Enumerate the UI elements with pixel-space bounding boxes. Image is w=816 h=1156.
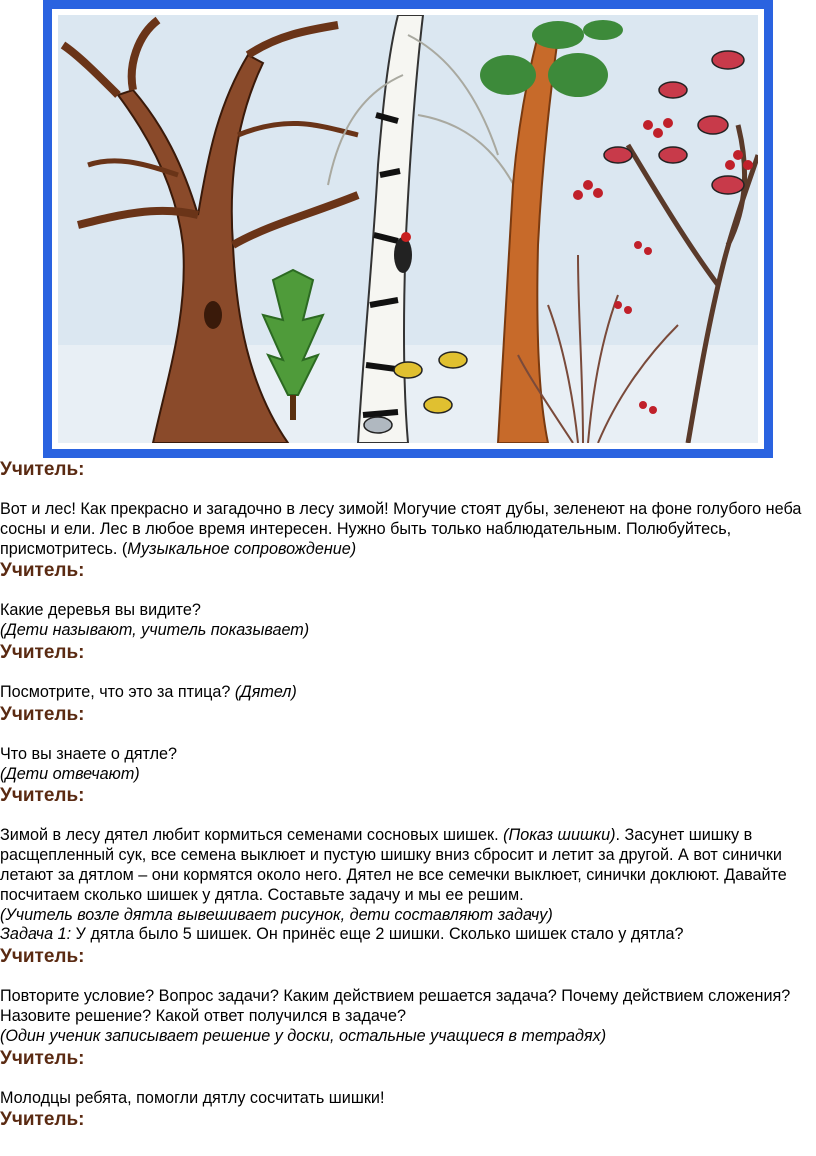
remark: (Дети отвечают) xyxy=(0,764,140,783)
illustration-frame xyxy=(43,0,773,458)
speaker-label: Учитель: xyxy=(0,641,85,663)
teacher-speech: Какие деревья вы видите? xyxy=(0,601,201,620)
lesson-text xyxy=(0,458,816,1132)
speaker-label: Учитель: xyxy=(0,703,85,725)
speaker-label: Учитель: xyxy=(0,1109,85,1131)
speaker-label: Учитель: xyxy=(0,560,85,582)
teacher-speech: Вот и лес! Как прекрасно и загадочно в лесу зимой! Могучие стоят дубы, зеленеют на фоне голубого неба сосны и ели. Лес в любое время интересен. Нужно быть только наблюдательным. Полюбуйтесь, присмотритесь. (Музыкальное сопровождение) xyxy=(0,500,802,558)
winter-forest-drawing-icon xyxy=(58,15,758,443)
teacher-speech: Зимой в лесу дятел любит кормиться семенами сосновых шишек. (Показ шишки). Засунет шишку в расщепленный сук, все семена выклюет и пустую шишку вниз сбросит и летит за другой. А вот синички летают за дятлом – они кормятся около него. Дятел не все семечки выклюет, синички доклюют. Давайте посчитаем сколько шишек у дятла. Составьте задачу и мы ее решим. xyxy=(0,826,787,904)
speaker-label: Учитель: xyxy=(0,785,85,807)
remark: (Показ шишки) xyxy=(503,826,616,845)
remark: (Учитель возле дятла вывешивает рисунок, дети составляют задачу) xyxy=(0,905,553,924)
remark: (Дети называют, учитель показывает) xyxy=(0,621,310,640)
teacher-speech: Посмотрите, что это за птица? (Дятел) xyxy=(0,682,297,701)
teacher-speech: Что вы знаете о дятле? xyxy=(0,744,178,763)
teacher-speech: Повторите условие? Вопрос задачи? Каким действием решается задача? Почему действием сложения? Назовите решение? Какой ответ получился в задаче? xyxy=(0,987,791,1025)
teacher-speech: Молодцы ребята, помогли дятлу сосчитать шишки! xyxy=(0,1088,385,1107)
speaker-label: Учитель: xyxy=(0,459,85,480)
remark: (Один ученик записывает решение у доски, остальные учащиеся в тетрадях) xyxy=(0,1026,607,1045)
task-statement: Задача 1: У дятла было 5 шишек. Он принёс еще 2 шишки. Сколько шишек стало у дятла? xyxy=(0,925,684,944)
speaker-label: Учитель: xyxy=(0,946,85,968)
task-label: Задача 1: xyxy=(0,925,72,944)
remark: Музыкальное сопровождение) xyxy=(127,539,357,558)
remark: (Дятел) xyxy=(234,682,297,701)
speaker-label: Учитель: xyxy=(0,1047,85,1069)
illustration-mat xyxy=(52,9,764,449)
